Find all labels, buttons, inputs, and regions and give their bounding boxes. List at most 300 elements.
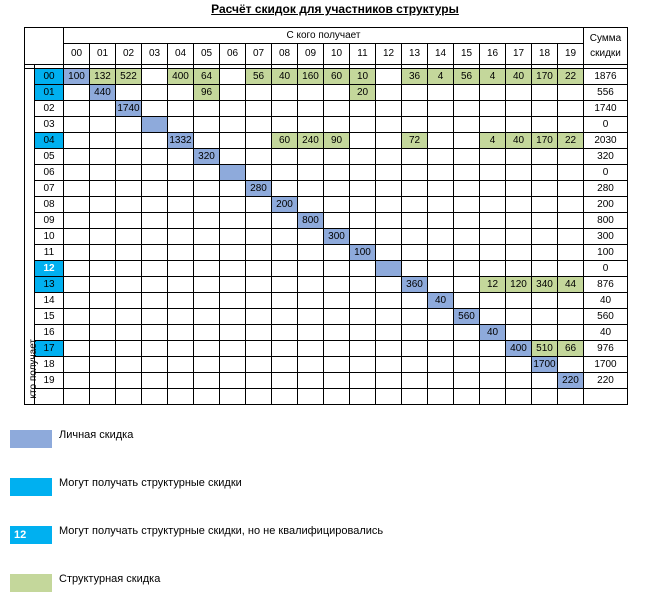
table-cell [220,309,246,325]
table-cell [558,245,584,261]
table-cell [142,101,168,117]
table-cell [428,309,454,325]
table-cell [402,341,428,357]
table-cell [428,197,454,213]
row-label: 11 [35,245,64,261]
table-cell [376,277,402,293]
table-cell [142,149,168,165]
table-cell [480,309,506,325]
table-cell [142,69,168,85]
table-cell [90,277,116,293]
personal-discount-cell: 200 [272,197,298,213]
table-cell [376,373,402,389]
table-cell [64,197,90,213]
table-cell [220,229,246,245]
table-cell [168,373,194,389]
table-cell [532,149,558,165]
table-cell [64,341,90,357]
table-cell [142,133,168,149]
table-cell [506,261,532,277]
table-cell [194,261,220,277]
table-cell [454,277,480,293]
table-cell [454,357,480,373]
table-cell [428,149,454,165]
table-cell [558,197,584,213]
table-cell [246,197,272,213]
table-cell [350,357,376,373]
table-cell [454,245,480,261]
table-cell [506,165,532,181]
table-cell [376,101,402,117]
empty-cell [116,389,142,405]
table-row [25,165,628,181]
table-cell [506,197,532,213]
table-cell [428,85,454,101]
sum-cell: 220 [584,373,628,389]
table-cell [142,261,168,277]
structural-discount-cell: 400 [168,69,194,85]
row-label: 05 [35,149,64,165]
table-cell [558,357,584,373]
table-cell [168,165,194,181]
table-cell [350,101,376,117]
structural-discount-cell: 64 [194,69,220,85]
table-cell [350,293,376,309]
table-cell [454,293,480,309]
table-cell [350,165,376,181]
empty-cell [584,389,628,405]
empty-cell [532,389,558,405]
table-cell [220,117,246,133]
row-label: 14 [35,293,64,309]
table-cell [272,261,298,277]
table-cell [194,309,220,325]
table-cell [142,309,168,325]
table-cell [376,69,402,85]
table-cell [532,117,558,133]
column-header: 14 [428,44,454,65]
row-label: 10 [35,229,64,245]
column-header: 11 [350,44,376,65]
table-cell [376,325,402,341]
table-cell [324,341,350,357]
table-cell [64,229,90,245]
legend-swatch-blue [10,478,52,496]
table-cell [194,325,220,341]
table-row [25,261,628,277]
sum-cell: 320 [584,149,628,165]
structural-discount-cell: 40 [506,133,532,149]
table-cell [142,181,168,197]
table-cell [298,309,324,325]
table-cell [480,341,506,357]
table-cell [298,101,324,117]
table-cell [402,117,428,133]
table-row [25,229,628,245]
corner-cell [25,28,64,65]
table-cell [220,261,246,277]
table-cell [90,309,116,325]
table-cell [376,85,402,101]
table-cell [64,293,90,309]
table-cell [454,325,480,341]
table-cell [116,277,142,293]
sum-cell: 876 [584,277,628,293]
table-cell [64,373,90,389]
table-cell [350,261,376,277]
structural-discount-cell: 66 [558,341,584,357]
table-cell [376,293,402,309]
table-cell [64,117,90,133]
table-cell [506,325,532,341]
table-cell [506,149,532,165]
table-cell [142,165,168,181]
personal-discount-cell [376,261,402,277]
table-cell [532,165,558,181]
table-cell [532,85,558,101]
table-cell [532,373,558,389]
table-cell [532,197,558,213]
empty-cell [298,389,324,405]
table-cell [142,357,168,373]
table-cell [64,213,90,229]
table-cell [324,213,350,229]
table-cell [558,325,584,341]
table-cell [402,165,428,181]
table-cell [350,341,376,357]
table-cell [298,181,324,197]
structural-discount-cell: 60 [324,69,350,85]
empty-cell [558,389,584,405]
structural-discount-cell: 72 [402,133,428,149]
table-cell [220,213,246,229]
table-cell [506,357,532,373]
sum-cell: 2030 [584,133,628,149]
table-cell [168,213,194,229]
sum-cell: 1876 [584,69,628,85]
table-cell [558,309,584,325]
column-header: 00 [64,44,90,65]
table-cell [350,133,376,149]
table-cell [350,325,376,341]
table-row [25,213,628,229]
table-row [25,133,628,149]
table-cell [558,261,584,277]
table-cell [246,85,272,101]
table-cell [90,325,116,341]
legend-label: Могут получать структурные скидки, но не квалифицировались [59,525,384,537]
table-cell [298,341,324,357]
table-cell [246,261,272,277]
table-cell [246,293,272,309]
table-cell [272,149,298,165]
table-cell [428,181,454,197]
sum-cell: 976 [584,341,628,357]
table-cell [194,357,220,373]
table-cell [428,325,454,341]
table-cell [324,277,350,293]
table-cell [506,117,532,133]
table-cell [324,101,350,117]
table-cell [194,229,220,245]
row-label: 19 [35,373,64,389]
table-cell [90,245,116,261]
table-cell [324,325,350,341]
row-label: 02 [35,101,64,117]
table-cell [116,357,142,373]
sum-header-line1: Сумма [589,33,622,44]
table-cell [428,245,454,261]
table-cell [272,117,298,133]
row-label: 06 [35,165,64,181]
personal-discount-cell: 1740 [116,101,142,117]
table-cell [558,117,584,133]
personal-discount-cell: 220 [558,373,584,389]
table-cell [246,101,272,117]
header-row-top [25,28,628,44]
legend-swatch-struct [10,574,52,592]
table-cell [558,181,584,197]
table-cell [428,261,454,277]
table-cell [480,181,506,197]
table-cell [350,181,376,197]
table-cell [246,325,272,341]
table-cell [64,309,90,325]
sum-header-line2: скидки [590,48,621,59]
sum-cell: 40 [584,293,628,309]
table-cell [298,277,324,293]
table-cell [168,245,194,261]
table-cell [298,85,324,101]
table-cell [428,101,454,117]
table-cell [298,117,324,133]
column-header: 08 [272,44,298,65]
empty-cell [376,389,402,405]
table-cell [272,325,298,341]
table-cell [194,117,220,133]
structural-discount-cell: 522 [116,69,142,85]
table-cell [298,293,324,309]
structural-discount-cell: 22 [558,133,584,149]
table-cell [480,85,506,101]
table-cell [402,149,428,165]
table-cell [142,197,168,213]
structural-discount-cell: 240 [298,133,324,149]
table-cell [532,261,558,277]
legend-label: Структурная скидка [59,573,161,585]
column-header: 12 [376,44,402,65]
table-cell [220,85,246,101]
table-cell [142,293,168,309]
table-cell [246,309,272,325]
table-cell [402,85,428,101]
table-cell [532,325,558,341]
table-cell [558,85,584,101]
table-cell [90,373,116,389]
column-header: 18 [532,44,558,65]
table-cell [376,229,402,245]
table-row [25,117,628,133]
table-cell [506,229,532,245]
empty-cell [324,389,350,405]
table-cell [350,309,376,325]
table-cell [194,181,220,197]
empty-cell [168,389,194,405]
table-cell [454,373,480,389]
table-cell [116,85,142,101]
table-cell [168,197,194,213]
table-cell [298,165,324,181]
table-cell [90,341,116,357]
structural-discount-cell: 4 [480,133,506,149]
table-cell [532,245,558,261]
table-row [25,293,628,309]
table-cell [350,117,376,133]
table-cell [324,117,350,133]
table-cell [116,133,142,149]
structural-discount-cell: 36 [402,69,428,85]
table-cell [402,357,428,373]
structural-discount-cell: 96 [194,85,220,101]
table-cell [194,341,220,357]
table-cell [298,373,324,389]
personal-discount-cell [220,165,246,181]
table-cell [90,181,116,197]
empty-cell [64,389,90,405]
table-cell [90,261,116,277]
table-cell [116,213,142,229]
table-cell [454,181,480,197]
table-cell [168,101,194,117]
table-cell [506,309,532,325]
table-cell [376,309,402,325]
table-cell [480,229,506,245]
table-cell [324,261,350,277]
table-cell [402,197,428,213]
table-cell [298,229,324,245]
table-cell [168,181,194,197]
table-cell [428,133,454,149]
table-cell [480,357,506,373]
table-cell [402,325,428,341]
table-cell [194,213,220,229]
table-cell [142,213,168,229]
table-cell [376,133,402,149]
table-cell [246,245,272,261]
table-cell [246,133,272,149]
table-cell [272,181,298,197]
table-cell [116,373,142,389]
table-cell [90,101,116,117]
column-header: 03 [142,44,168,65]
structural-discount-cell: 56 [246,69,272,85]
table-cell [506,293,532,309]
table-cell [220,197,246,213]
table-cell [402,181,428,197]
table-cell [116,197,142,213]
table-cell [376,197,402,213]
legend-swatch-pers [10,430,52,448]
table-cell [272,245,298,261]
table-cell [64,325,90,341]
table-cell [454,117,480,133]
table-cell [350,229,376,245]
table-cell [298,357,324,373]
table-cell [454,165,480,181]
table-cell [350,373,376,389]
empty-cell [454,389,480,405]
table-cell [272,373,298,389]
table-cell [454,229,480,245]
table-cell [272,341,298,357]
empty-cell [90,389,116,405]
table-cell [428,213,454,229]
table-cell [220,277,246,293]
personal-discount-cell: 280 [246,181,272,197]
table-cell [324,181,350,197]
table-cell [558,229,584,245]
table-cell [506,101,532,117]
table-cell [272,357,298,373]
row-label: 12 [35,261,64,277]
table-cell [298,197,324,213]
row-label: 15 [35,309,64,325]
table-cell [402,293,428,309]
table-cell [454,133,480,149]
row-label: 08 [35,197,64,213]
table-cell [194,197,220,213]
sum-cell: 280 [584,181,628,197]
row-label: 17 [35,341,64,357]
table-cell [480,197,506,213]
table-cell [376,181,402,197]
empty-cell [506,389,532,405]
column-header: 16 [480,44,506,65]
table-cell [324,357,350,373]
personal-discount-cell: 320 [194,149,220,165]
column-header: 10 [324,44,350,65]
table-cell [64,181,90,197]
table-cell [272,293,298,309]
structural-discount-cell: 44 [558,277,584,293]
table-cell [220,69,246,85]
table-cell [376,213,402,229]
table-row [25,181,628,197]
sum-cell: 0 [584,261,628,277]
table-cell [376,341,402,357]
personal-discount-cell: 800 [298,213,324,229]
side-label-cell [25,69,39,405]
table-cell [64,261,90,277]
table-cell [454,213,480,229]
table-row [25,245,628,261]
row-label: 03 [35,117,64,133]
row-label: 18 [35,357,64,373]
table-cell [246,341,272,357]
table-cell [142,277,168,293]
structural-discount-cell: 170 [532,69,558,85]
empty-cell [272,389,298,405]
row-label: 00 [35,69,64,85]
table-cell [428,165,454,181]
table-cell [506,85,532,101]
row-label: 13 [35,277,64,293]
table-cell [220,245,246,261]
table-row [25,197,628,213]
table-row [25,357,628,373]
table-cell [376,357,402,373]
table-cell [116,181,142,197]
